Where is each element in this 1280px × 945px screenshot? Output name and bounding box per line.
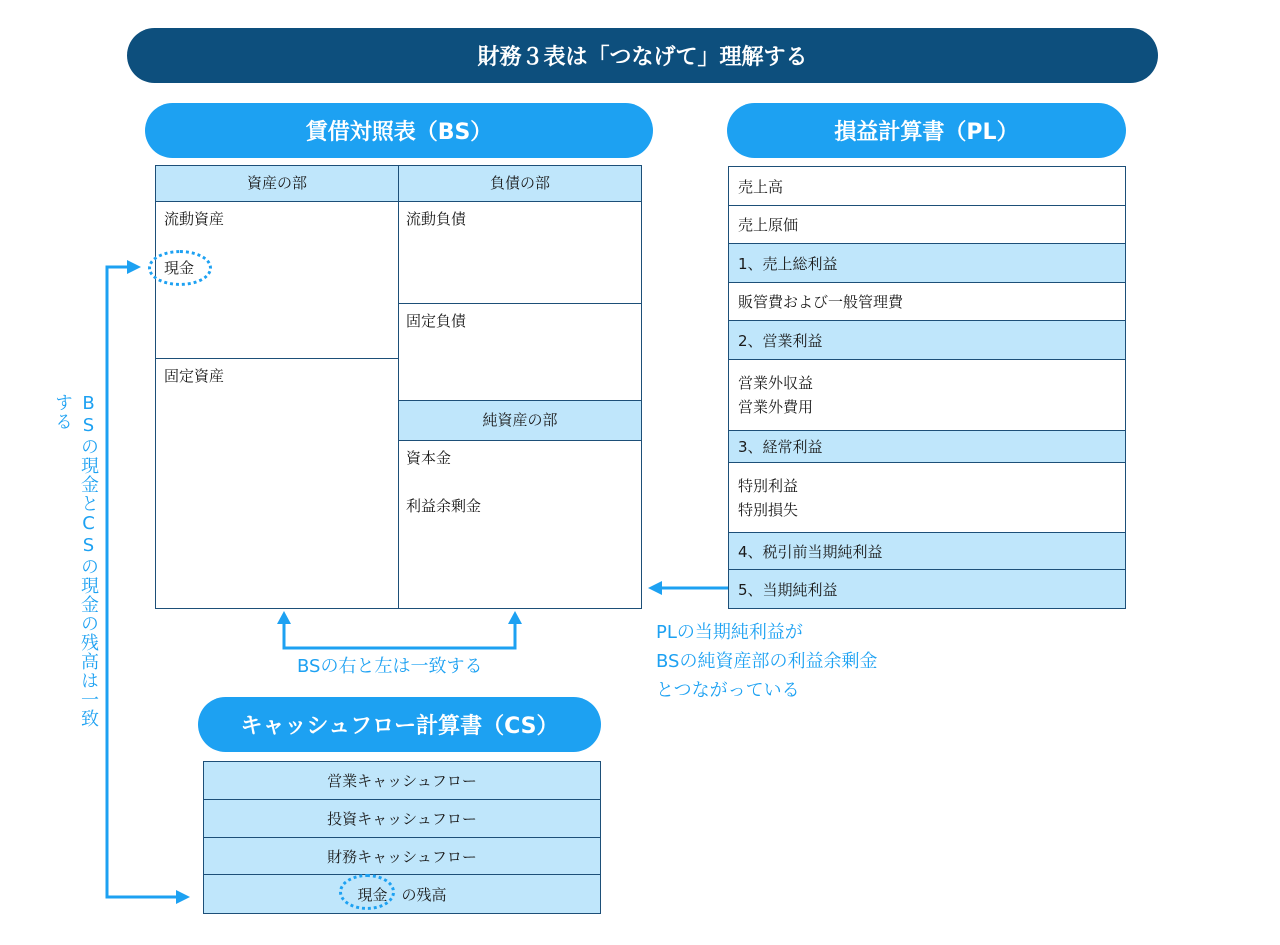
bs-fixed-assets-label: 固定資産 [164,367,225,385]
pl-to-bs-arrowhead [648,581,662,595]
bs-fixed-liabilities-label: 固定負債 [406,312,467,330]
cash-match-arrow [107,267,176,897]
pl-row-label: 1、売上総利益 [738,254,838,273]
pl-title: 損益計算書（PL） [727,103,1126,158]
bs-assets-header: 資産の部 [155,165,399,202]
pl-link-note-2: BSの純資産部の利益余剰金 [656,651,878,672]
pl-row-label: 5、当期純利益 [738,580,838,599]
cash-match-arrowhead-top [127,260,141,274]
bs-net-assets-header: 純資産の部 [398,400,642,441]
pl-link-note-1: PLの当期純利益が [656,622,803,643]
bs-balance-arrowhead-left [277,611,291,624]
pl-row-label: 営業外収益 [738,374,814,392]
pl-row-label: 営業外費用 [738,398,814,416]
cs-row-label: 財務キャッシュフロー [327,847,477,866]
bs-title: 賃借対照表（BS） [145,103,653,158]
bs-balance-note: BSの右と左は一致する [297,656,483,677]
cash-match-arrowhead-bottom [176,890,190,904]
pl-row-label: 3、経常利益 [738,438,823,456]
pl-row-label: 特別利益 [738,476,799,495]
cs-cash-label: 現金 [357,885,388,904]
pl-row-label: 販管費および一般管理費 [738,293,904,311]
pl-row-label: 売上原価 [738,216,799,234]
bs-current-liabilities-label: 流動負債 [406,210,467,228]
bs-retained-earnings-label: 利益余剰金 [406,497,482,515]
cs-balance-suffix: の残高 [401,885,447,904]
bs-liabilities-header: 負債の部 [398,165,642,202]
pl-row-label: 2、営業利益 [738,331,823,350]
bs-balance-arrow [284,623,515,648]
cs-row-label: 営業キャッシュフロー [327,772,477,790]
bs-capital-label: 資本金 [406,449,452,467]
bs-balance-arrowhead-right [508,611,522,624]
diagram-title: 財務３表は「つなげて」理解する [127,28,1158,83]
cash-match-note: BSの現金とCSの現金の残高は一致する [52,393,99,728]
bs-cash-label: 現金 [164,259,195,277]
bs-current-assets-label: 流動資産 [164,210,225,228]
pl-link-note-3: とつながっている [656,680,800,701]
cs-row-label: 投資キャッシュフロー [327,810,477,828]
pl-row-label: 特別損失 [738,500,799,519]
cs-title: キャッシュフロー計算書（CS） [198,697,601,752]
pl-row-label: 売上高 [738,177,784,196]
pl-row-label: 4、税引前当期純利益 [738,542,883,561]
